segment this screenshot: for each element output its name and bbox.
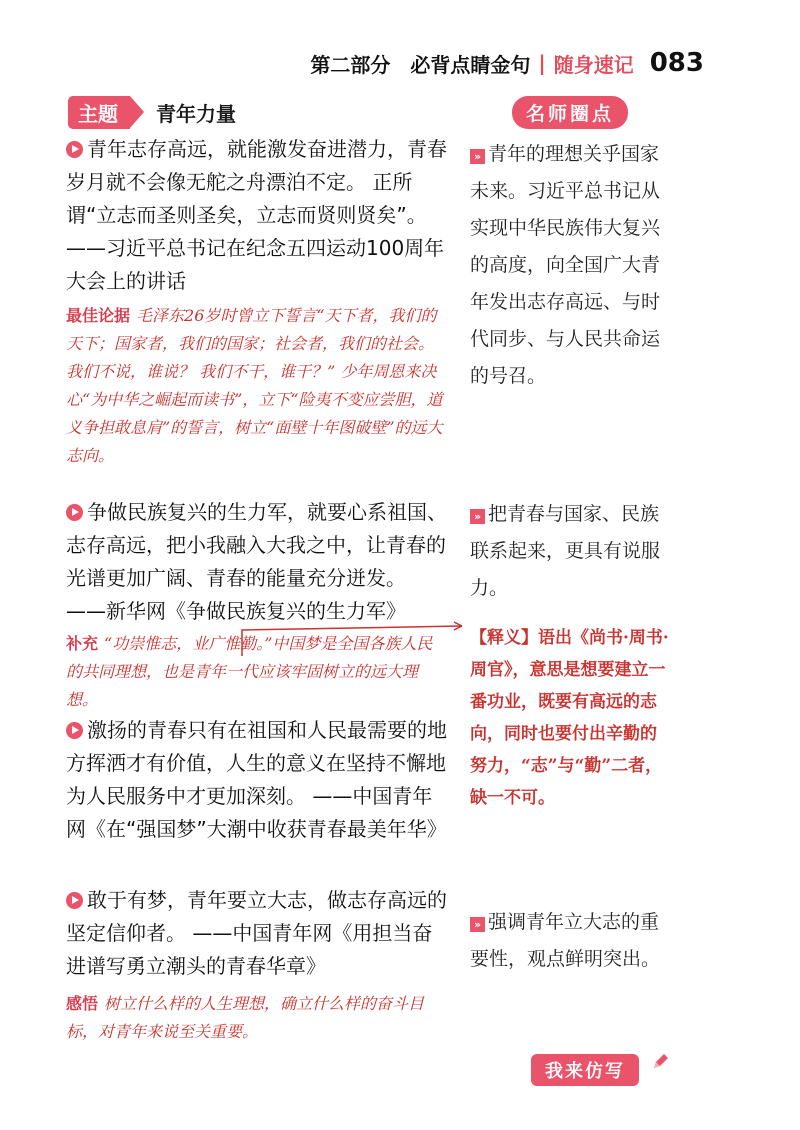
page-header [310,48,704,78]
quote-text: 青年志存高远，就能激发奋进潜力，青春岁月就不会像无舵之舟漂泊不定。 正所谓“立志而圣则圣矣，立志而贤则贤矣”。 ——习近平总书记在纪念五四运动100周年大会上的讲话 [66,137,447,293]
side-note-1 [470,136,670,395]
pencil-icon [650,1052,670,1072]
quote-text: 敢于有梦，青年要立大志，做志存高远的坚定信仰者。 ——中国青年网《用担当奋进谱写勇立潮头的青春华章》 [66,888,447,978]
mentor-badge: 名师圈点 [512,96,628,129]
explanation-note [470,622,670,814]
note-text: 树立什么样的人生理想，确立什么样的奋斗目标，对青年来说至关重要。 [66,994,425,1041]
explanation-label: 【释义】 [470,628,538,648]
quote-2 [66,496,448,628]
topic-tag: 主题 [68,96,130,129]
side-note-2 [470,496,670,607]
imitate-writing-button[interactable]: 我来仿写 [531,1054,639,1086]
note-text: “功崇惟志，业广惟勤。”中国梦是全国各族人民的共同理想，也是青年一代应该牢固树立的远大理想。 [66,634,433,709]
note-best-evidence [66,302,448,470]
double-chevron-icon: » [470,509,485,524]
bullet-icon [66,892,83,909]
explanation-text: 语出《尚书·周书·周官》，意思是想要建立一番功业，既要有高远的志向，同时也要付出辛勤的努力，“志”与“勤”二者，缺一不可。 [470,628,669,808]
side-note-3 [470,904,670,978]
page-number: 083 [649,48,704,78]
header-separator: | [538,51,546,75]
quote-1 [66,133,448,298]
bullet-icon [66,722,83,739]
note-label: 感悟 [66,994,99,1013]
bullet-icon [66,141,83,158]
double-chevron-icon: » [470,149,485,164]
note-label: 最佳论据 [66,306,131,325]
quote-3 [66,714,448,846]
quote-text: 争做民族复兴的生力军，就要心系祖国、志存高远，把小我融入大我之中，让青春的光谱更加广阔、青春的能量充分迸发。 ——新华网《争做民族复兴的生力军》 [66,500,447,623]
subsection-title: 随身速记 [553,52,634,77]
quote-text: 激扬的青春只有在祖国和人民最需要的地方挥洒才有价值，人生的意义在坚持不懈地为人民服务中才更加深刻。 ——中国青年网《在“强国梦”大潮中收获青春最美年华》 [66,718,447,841]
topic-title: 青年力量 [156,102,236,126]
quote-4 [66,884,448,983]
double-chevron-icon: » [470,917,485,932]
section-title: 第二部分 必背点睛金句 [310,52,531,77]
note-reflection [66,990,448,1046]
side-note-text: 青年的理想关乎国家未来。习近平总书记从实现中华民族伟大复兴的高度，向全国广大青年发出志存高远、与时代同步、与人民共命运的号召。 [470,143,661,387]
side-note-text: 强调青年立大志的重要性，观点鲜明突出。 [470,911,661,970]
topic-heading [68,96,236,129]
connector-line [240,618,470,658]
note-label: 补充 [66,634,99,653]
side-note-text: 把青春与国家、民族联系起来，更具有说服力。 [470,503,661,599]
note-text: 毛泽东26岁时曾立下誓言“天下者，我们的天下；国家者，我们的国家；社会者，我们的社会。 我们不说，谁说？ 我们不干，谁干？” 少年周恩来决心“为中华之崛起而读书”，立下“险夷不变应尝胆，道义争担敢息肩”的誓言，树立“面壁十年图破壁”的远大志向。 [66,306,443,465]
bullet-icon [66,504,83,521]
